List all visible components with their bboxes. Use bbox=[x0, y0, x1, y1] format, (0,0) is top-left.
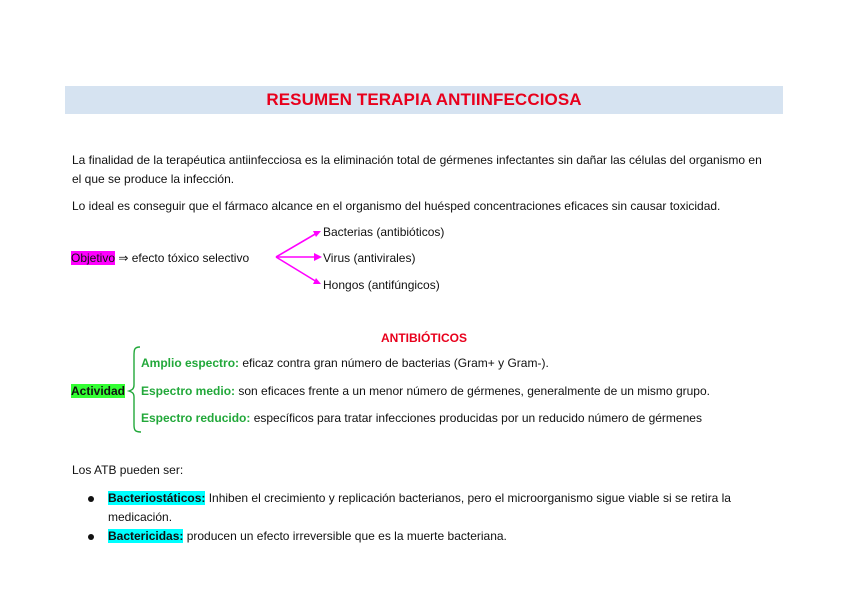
actividad-brace bbox=[129, 347, 141, 432]
intro-paragraph-1: La finalidad de la terapéutica antiinfecciosa es la eliminación total de gérmenes infectantes sin dañar las células del organismo en el que se produce la infección. bbox=[72, 153, 762, 186]
branch-hongos: Hongos (antifúngicos) bbox=[323, 278, 440, 292]
espectro-reducido-term: Espectro reducido: bbox=[141, 411, 251, 425]
antibioticos-heading: ANTIBIÓTICOS bbox=[381, 331, 467, 345]
bacteriostaticos-term: Bacteriostáticos: bbox=[108, 491, 206, 505]
branch-virus: Virus (antivirales) bbox=[323, 251, 416, 265]
actividad-label: Actividad bbox=[71, 384, 126, 398]
bacteriostaticos-desc: Inhiben el crecimiento y replicación bacterianos, pero el microorganismo sigue viable si se retira la medicación. bbox=[108, 491, 731, 524]
arrow-hongos bbox=[276, 257, 317, 282]
objetivo-text: ⇒ efecto tóxico selectivo bbox=[115, 251, 250, 265]
espectro-amplio-term: Amplio espectro: bbox=[141, 356, 240, 370]
bullet-text bbox=[108, 489, 768, 527]
espectro-amplio bbox=[141, 355, 549, 371]
atb-intro: Los ATB pueden ser: bbox=[72, 463, 184, 477]
arrowhead-virus bbox=[314, 253, 322, 261]
arrowhead-bacterias bbox=[313, 231, 321, 237]
arrowheads bbox=[313, 231, 322, 284]
objetivo-line bbox=[71, 250, 249, 266]
espectro-medio-term: Espectro medio: bbox=[141, 384, 236, 398]
espectro-reducido-desc: específicos para tratar infecciones producidas por un reducido número de gérmenes bbox=[250, 411, 702, 425]
objetivo-label: Objetivo bbox=[71, 251, 116, 265]
page-title: RESUMEN TERAPIA ANTIINFECCIOSA bbox=[266, 90, 582, 109]
bullet-icon bbox=[88, 496, 94, 502]
intro-paragraph-2: Lo ideal es conseguir que el fármaco alcance en el organismo del huésped concentraciones eficaces sin causar toxicidad. bbox=[72, 199, 721, 213]
arrow-bacterias bbox=[276, 233, 317, 257]
bactericidas-desc: producen un efecto irreversible que es la muerte bacteriana. bbox=[183, 529, 507, 543]
objetivo-arrows bbox=[276, 233, 317, 282]
espectro-amplio-desc: eficaz contra gran número de bacterias (Gram+ y Gram-). bbox=[239, 356, 549, 370]
actividad-label-line bbox=[71, 383, 125, 399]
espectro-medio bbox=[141, 383, 710, 399]
arrowhead-hongos bbox=[313, 278, 321, 284]
espectro-medio-desc: son eficaces frente a un menor número de gérmenes, generalmente de un mismo grupo. bbox=[235, 384, 710, 398]
branch-bacterias: Bacterias (antibióticos) bbox=[323, 225, 445, 239]
espectro-reducido bbox=[141, 410, 702, 426]
bullet-icon bbox=[88, 534, 94, 540]
bactericidas-term: Bactericidas: bbox=[108, 529, 184, 543]
bullet-text bbox=[108, 527, 768, 546]
